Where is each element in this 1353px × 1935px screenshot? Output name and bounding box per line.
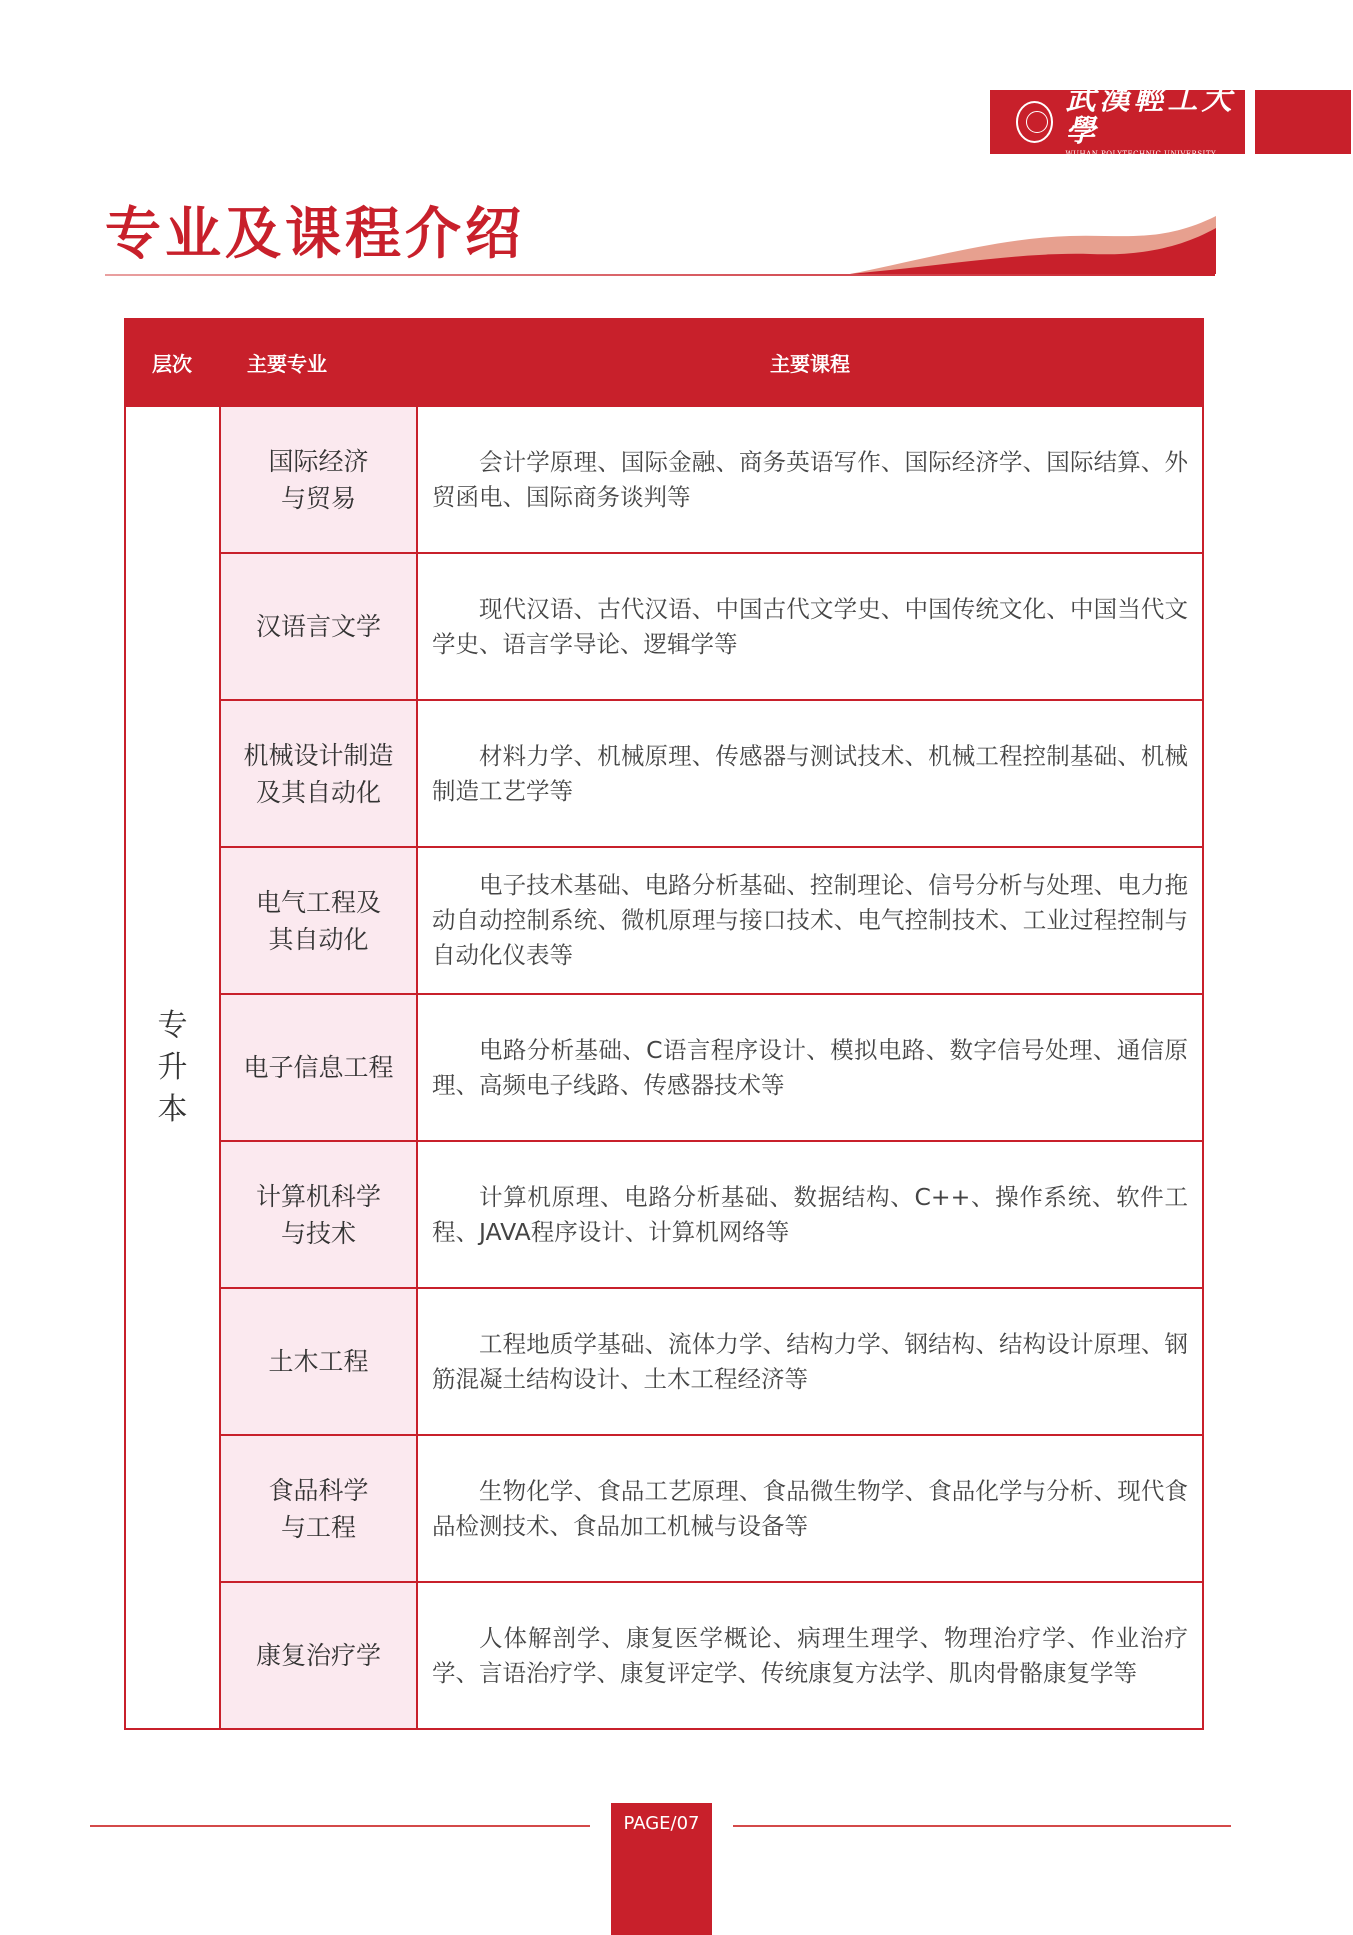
major-cell <box>220 553 417 700</box>
courses-text: 会计学原理、国际金融、商务英语写作、国际经济学、国际结算、外贸函电、国际商务谈判等 <box>432 447 1188 511</box>
courses-cell <box>417 847 1203 994</box>
major-cell <box>220 1582 417 1729</box>
table-row <box>125 847 1203 994</box>
courses-text: 现代汉语、古代汉语、中国古代文学史、中国传统文化、中国当代文学史、语言学导论、逻辑学等 <box>432 594 1188 658</box>
table-row <box>125 1141 1203 1288</box>
courses-text: 工程地质学基础、流体力学、结构力学、钢结构、结构设计原理、钢筋混凝土结构设计、土木工程经济等 <box>432 1329 1188 1393</box>
seal-icon <box>1016 101 1053 143</box>
courses-text: 计算机原理、电路分析基础、数据结构、C++、操作系统、软件工程、JAVA程序设计、计算机网络等 <box>432 1182 1188 1246</box>
major-name: 国际经济 与贸易 <box>268 446 369 513</box>
major-cell <box>220 406 417 553</box>
level-label: 专升本 <box>157 1007 188 1127</box>
header-accent-block <box>1255 90 1351 154</box>
table-row <box>125 994 1203 1141</box>
header-courses: 主要课程 <box>417 319 1203 406</box>
footer-line-left <box>90 1825 590 1827</box>
table-row <box>125 1582 1203 1729</box>
major-name: 计算机科学 与技术 <box>255 1181 381 1248</box>
major-cell <box>220 1141 417 1288</box>
major-name: 康复治疗学 <box>255 1641 381 1670</box>
courses-text: 人体解剖学、康复医学概论、病理生理学、物理治疗学、作业治疗学、言语治疗学、康复评定学、传统康复方法学、肌肉骨骼康复学等 <box>432 1623 1188 1687</box>
curriculum-table <box>124 318 1204 1730</box>
courses-cell <box>417 1435 1203 1582</box>
footer-line-right <box>733 1825 1231 1827</box>
title-underline <box>105 274 1215 276</box>
page-number: PAGE/07 <box>623 1813 700 1834</box>
page-title: 专业及课程介绍 <box>105 202 525 267</box>
table-row <box>125 1435 1203 1582</box>
table-row <box>125 406 1203 553</box>
courses-cell <box>417 1141 1203 1288</box>
courses-text: 材料力学、机械原理、传感器与测试技术、机械工程控制基础、机械制造工艺学等 <box>432 741 1188 805</box>
table-row <box>125 700 1203 847</box>
courses-text: 电路分析基础、C语言程序设计、模拟电路、数字信号处理、通信原理、高频电子线路、传感器技术等 <box>432 1035 1188 1099</box>
major-cell <box>220 994 417 1141</box>
level-cell <box>125 406 220 1729</box>
table-header-row <box>125 319 1203 406</box>
major-cell <box>220 700 417 847</box>
courses-cell <box>417 1288 1203 1435</box>
courses-cell <box>417 700 1203 847</box>
major-cell <box>220 1435 417 1582</box>
major-name: 土木工程 <box>268 1347 369 1376</box>
major-name: 食品科学 与工程 <box>268 1475 369 1542</box>
major-name: 电气工程及 其自动化 <box>255 887 381 954</box>
courses-cell <box>417 994 1203 1141</box>
courses-text: 生物化学、食品工艺原理、食品微生物学、食品化学与分析、现代食品检测技术、食品加工机械与设备等 <box>432 1476 1188 1540</box>
table-row <box>125 1288 1203 1435</box>
header-major: 主要专业 <box>220 319 417 406</box>
major-name: 机械设计制造 及其自动化 <box>243 740 394 807</box>
major-cell <box>220 1288 417 1435</box>
major-name: 汉语言文学 <box>255 612 381 641</box>
logo-chinese-name: 武漢輕工大學 <box>1065 82 1236 149</box>
logo-english-name: WUHAN POLYTECHNIC UNIVERSITY <box>1065 150 1217 158</box>
header-level: 层次 <box>125 319 220 406</box>
page-number-box <box>611 1803 712 1935</box>
courses-cell <box>417 553 1203 700</box>
major-name: 电子信息工程 <box>243 1053 394 1082</box>
major-cell <box>220 847 417 994</box>
courses-cell <box>417 1582 1203 1729</box>
title-wave-decoration <box>850 208 1216 276</box>
university-logo <box>990 82 1245 158</box>
courses-cell <box>417 406 1203 553</box>
courses-text: 电子技术基础、电路分析基础、控制理论、信号分析与处理、电力拖动自动控制系统、微机原理与接口技术、电气控制技术、工业过程控制与自动化仪表等 <box>432 871 1188 969</box>
table-row <box>125 553 1203 700</box>
